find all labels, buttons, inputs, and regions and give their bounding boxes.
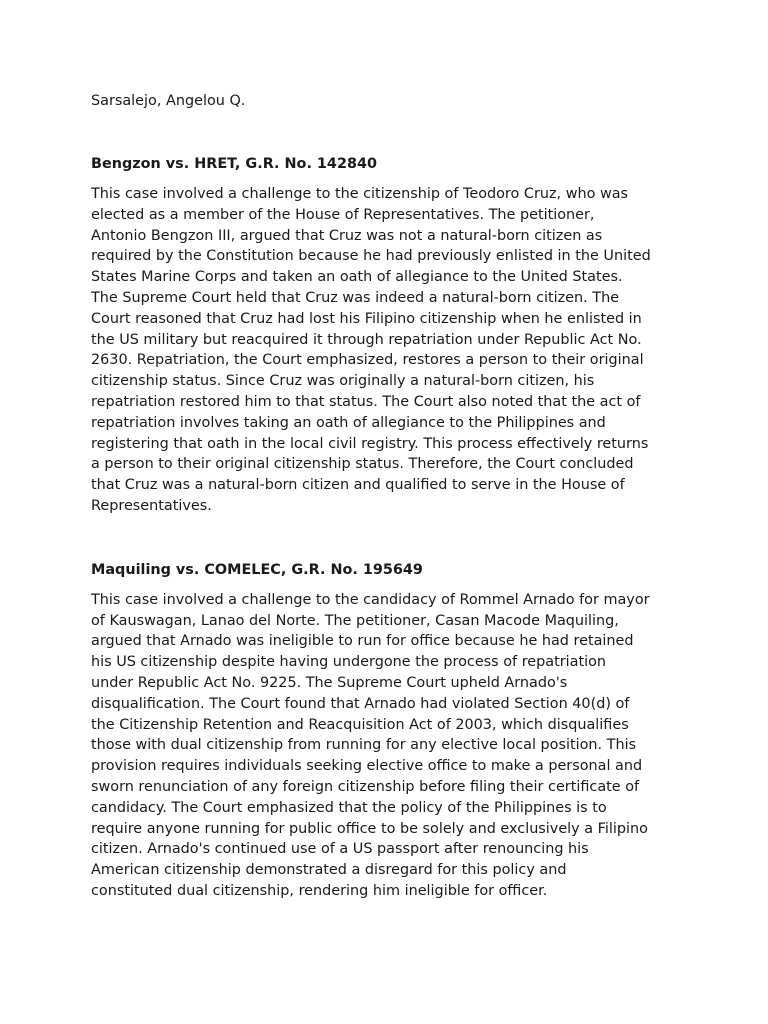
body-line: Antonio Bengzon III, argued that Cruz was not a natural-born citizen as [91, 227, 603, 244]
case-section-bengzon [91, 153, 691, 517]
case-body [91, 590, 691, 902]
body-line: American citizenship demonstrated a disregard for this policy and [91, 862, 567, 879]
case-section-maquiling [91, 559, 691, 902]
author-name: Sarsalejo, Angelou Q. [91, 93, 246, 109]
body-line: States Marine Corps and taken an oath of allegiance to the United States. [91, 269, 623, 286]
body-line: citizenship status. Since Cruz was originally a natural-born citizen, his [91, 373, 595, 390]
body-line: those with dual citizenship from running for any elective local position. This [91, 737, 637, 754]
body-line: provision requires individuals seeking elective office to make a personal and [91, 758, 643, 775]
body-line: citizen. Arnado's continued use of a US passport after renouncing his [91, 841, 589, 858]
body-line: repatriation restored him to that status. The Court also noted that the act of [91, 393, 641, 410]
case-body [91, 184, 691, 517]
body-line: 2630. Repatriation, the Court emphasized, restores a person to their original [91, 352, 644, 369]
body-line: This case involved a challenge to the candidacy of Rommel Arnado for mayor [91, 591, 650, 608]
body-line: his US citizenship despite having undergone the process of repatriation [91, 654, 607, 671]
body-line: elected as a member of the House of Representatives. The petitioner, [91, 206, 595, 223]
body-line: Representatives. [91, 497, 212, 514]
body-line: under Republic Act No. 9225. The Supreme Court upheld Arnado's [91, 674, 568, 691]
body-line: The Supreme Court held that Cruz was indeed a natural-born citizen. The [91, 289, 620, 306]
spacer [91, 112, 691, 153]
body-line: sworn renunciation of any foreign citizenship before filing their certificate of [91, 778, 640, 795]
body-line: of Kauswagan, Lanao del Norte. The petitioner, Casan Macode Maquiling, [91, 612, 619, 629]
spacer [91, 517, 691, 559]
body-line: constituted dual citizenship, rendering him ineligible for officer. [91, 882, 548, 899]
document-page [91, 90, 691, 902]
body-line: require anyone running for public office to be solely and exclusively a Filipino [91, 820, 648, 837]
body-line: disqualification. The Court found that Arnado had violated Section 40(d) of [91, 695, 630, 712]
body-line: that Cruz was a natural-born citizen and qualified to serve in the House of [91, 477, 625, 494]
body-line: the Citizenship Retention and Reacquisition Act of 2003, which disqualifies [91, 716, 629, 733]
body-line: candidacy. The Court emphasized that the policy of the Philippines is to [91, 799, 607, 816]
body-line: registering that oath in the local civil registry. This process effectively returns [91, 435, 649, 452]
body-line: the US military but reacquired it through repatriation under Republic Act No. [91, 331, 642, 348]
case-title: Maquiling vs. COMELEC, G.R. No. 195649 [91, 561, 423, 578]
body-line: This case involved a challenge to the citizenship of Teodoro Cruz, who was [91, 186, 629, 202]
body-line: argued that Arnado was ineligible to run for office because he had retained [91, 633, 634, 650]
body-line: repatriation involves taking an oath of allegiance to the Philippines and [91, 414, 606, 431]
body-line: a person to their original citizenship status. Therefore, the Court concluded [91, 456, 634, 473]
case-title: Bengzon vs. HRET, G.R. No. 142840 [91, 156, 377, 172]
body-line: Court reasoned that Cruz had lost his Filipino citizenship when he enlisted in [91, 310, 642, 327]
body-line: required by the Constitution because he had previously enlisted in the United [91, 248, 651, 265]
